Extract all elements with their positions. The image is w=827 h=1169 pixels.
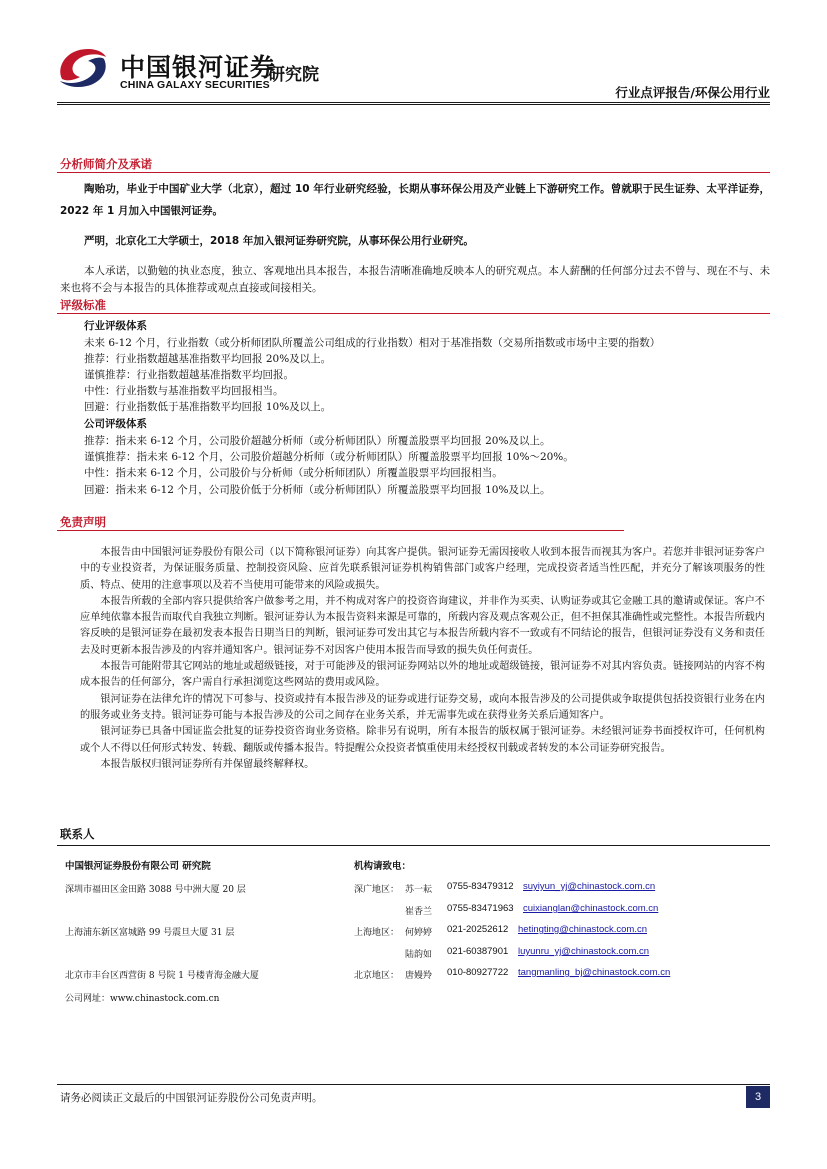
contact-phone: 021-20252612 [447,924,509,935]
disclaimer-paragraph: 银河证券在法律允许的情况下可参与、投资或持有本报告涉及的证券或进行证券交易，或向本报告涉及的公司提供或争取提供包括投资银行业务在内的服务或业务支持。银河证券可能与本报告涉及的公司之间存在业务关系，并无需事先或在获得业务关系后通知客户。 [80,693,765,721]
disclaimer-paragraph: 本报告由中国银河证券股份有限公司（以下简称银河证券）向其客户提供。银河证券无需因接收人收到本报告而视其为客户。若您并非银河证券客户中的专业投资者，为保证服务质量、控制投资风险、应首先联系银河证券机构销售部门或客户经理，完成投资者适当性匹配，并充分了解该项服务的性质、特点、使用的注意事项以及若不当使用可能带来的风险或损失。 [80,547,765,591]
contact-section-rule [57,845,770,846]
rating-section-rule [57,313,770,314]
contact-phone: 010-80927722 [447,967,509,978]
industry-rating-line: 未来 6-12 个月，行业指数（或分析师团队所覆盖公司组成的行业指数）相对于基准指数（交易所指数或市场中主要的指数） [84,337,661,349]
address-shenzhen: 深圳市福田区金田路 3088 号中洲大厦 20 层 [65,885,246,895]
galaxy-logo-icon [54,43,112,93]
contact-phone: 0755-83479312 [447,881,514,892]
company-name-cn: 中国银河证券 [120,53,277,82]
header-rule-2 [57,104,770,105]
contact-name: 崔香兰 [405,907,433,917]
disclaimer-paragraph: 本报告所载的全部内容只提供给客户做参考之用，并不构成对客户的投资咨询建议，并非作为买卖、认购证券或其它金融工具的邀请或保证。客户不应单纯依靠本报告而取代自我独立判断。银河证券认为本报告资料来源是可靠的，所载内容及观点客观公正，但不担保其准确性或完整性。本报告所载内容反映的是银河证券在最初发表本报告日期当日的判断，银河证券可发出其它与本报告所载内容不一致或有不同结论的报告，但银河证券没有义务和责任去及时更新本报告涉及的内容并通知客户。银河证券不对因客户使用本报告而导致的损失负任何责任。 [80,595,765,656]
contact-phone: 0755-83471963 [447,903,514,914]
contact-email-link[interactable]: tangmanling_bj@chinastock.com.cn [518,967,671,978]
company-rating-title: 公司评级体系 [84,418,147,430]
contact-name: 何婷婷 [405,928,433,938]
address-shanghai: 上海浦东新区富城路 99 号震旦大厦 31 层 [65,928,235,938]
contact-phone: 021-60387901 [447,946,509,957]
contact-email-link[interactable]: cuixianglan@chinastock.com.cn [523,903,659,914]
contact-name: 唐嫚羚 [405,971,433,981]
contact-email-link[interactable]: hetingting@chinastock.com.cn [518,924,647,935]
contact-name: 苏一耘 [405,885,433,895]
disclaimer-paragraph: 本报告可能附带其它网站的地址或超级链接，对于可能涉及的银河证券网站以外的地址或超级链接，银河证券不对其内容负责。链接网站的内容不构成本报告的任何部分，客户需自行承担浏览这些网站的费用或风险。 [80,661,765,689]
analyst-section-rule [57,172,770,173]
company-rating-line: 谨慎推荐：指未来 6-12 个月，公司股价超越分析师（或分析师团队）所覆盖股票平均回报 10%～20%。 [84,451,574,463]
contact-section-title: 联系人 [60,827,95,841]
contact-email-link[interactable]: luyunru_yj@chinastock.com.cn [518,946,650,957]
contact-name: 陆韵如 [405,950,433,960]
industry-rating-title: 行业评级体系 [84,320,147,332]
address-beijing: 北京市丰台区西营街 8 号院 1 号楼青海金融大厦 [65,971,259,981]
footer-rule [57,1084,770,1085]
contact-email-link[interactable]: suyiyun_yj@chinastock.com.cn [523,881,656,892]
company-rating-line: 回避：指未来 6-12 个月，公司股价低于分析师（或分析师团队）所覆盖股票平均回报 10%及以上。 [84,484,551,496]
company-website: 公司网址：www.chinastock.com.cn [65,994,220,1004]
institution-contact-title: 机构请致电： [354,861,412,872]
disclaimer-body [80,545,765,773]
analyst-pledge: 本人承诺，以勤勉的执业态度，独立、客观地出具本报告，本报告清晰准确地反映本人的研究观点。本人薪酬的任何部分过去不曾与、现在不与、未来也将不会与本报告的具体推荐或观点直接或间接相关。 [60,265,770,294]
contact-region: 北京地区： [354,971,400,981]
contact-region: 上海地区： [354,928,400,938]
disclaimer-paragraph: 银河证券已具备中国证监会批复的证券投资咨询业务资格。除非另有说明，所有本报告的版权属于银河证券。未经银河证券书面授权许可，任何机构或个人不得以任何形式转发、转载、翻版或传播本报告。特提醒公众投资者慎重使用未经授权刊载或者转发的本公司证券研究报告。 [80,726,765,754]
page-number: 3 [746,1086,770,1108]
company-rating-line: 推荐：指未来 6-12 个月，公司股价超越分析师（或分析师团队）所覆盖股票平均回报 20%及以上。 [84,435,551,447]
industry-rating-line: 谨慎推荐：行业指数超越基准指数平均回报。 [84,369,294,381]
header-rule [57,102,770,103]
contact-company: 中国银河证券股份有限公司 研究院 [65,861,211,872]
industry-rating-line: 中性：行业指数与基准指数平均回报相当。 [84,385,284,397]
company-rating-line: 中性：指未来 6-12 个月，公司股价与分析师（或分析师团队）所覆盖股票平均回报相当。 [84,467,503,479]
contact-region: 深广地区： [354,885,400,895]
institute-name: 研究院 [268,65,319,85]
analyst-bio-2: 严明，北京化工大学硕士，2018 年加入银河证券研究院，从事环保公用行业研究。 [84,235,474,247]
disclaimer-paragraph: 本报告版权归银河证券所有并保留最终解释权。 [100,758,315,770]
disclaimer-section-title: 免责声明 [60,515,106,529]
footer-notice: 请务必阅读正文最后的中国银河证券股份公司免责声明。 [60,1092,323,1104]
industry-rating-line: 推荐：行业指数超越基准指数平均回报 20%及以上。 [84,353,332,365]
industry-rating-line: 回避：行业指数低于基准指数平均回报 10%及以上。 [84,401,332,413]
report-type: 行业点评报告/环保公用行业 [615,85,770,100]
rating-section-title: 评级标准 [60,298,106,312]
disclaimer-section-rule [57,530,624,531]
analyst-section-title: 分析师简介及承诺 [60,157,152,171]
analyst-bio-1: 陶贻功，毕业于中国矿业大学（北京），超过 10 年行业研究经验，长期从事环保公用及产业链上下游研究工作。曾就职于民生证券、太平洋证券，2022 年 1 月加入中国银河证券。 [60,183,770,217]
company-name-en: CHINA GALAXY SECURITIES [120,79,270,91]
